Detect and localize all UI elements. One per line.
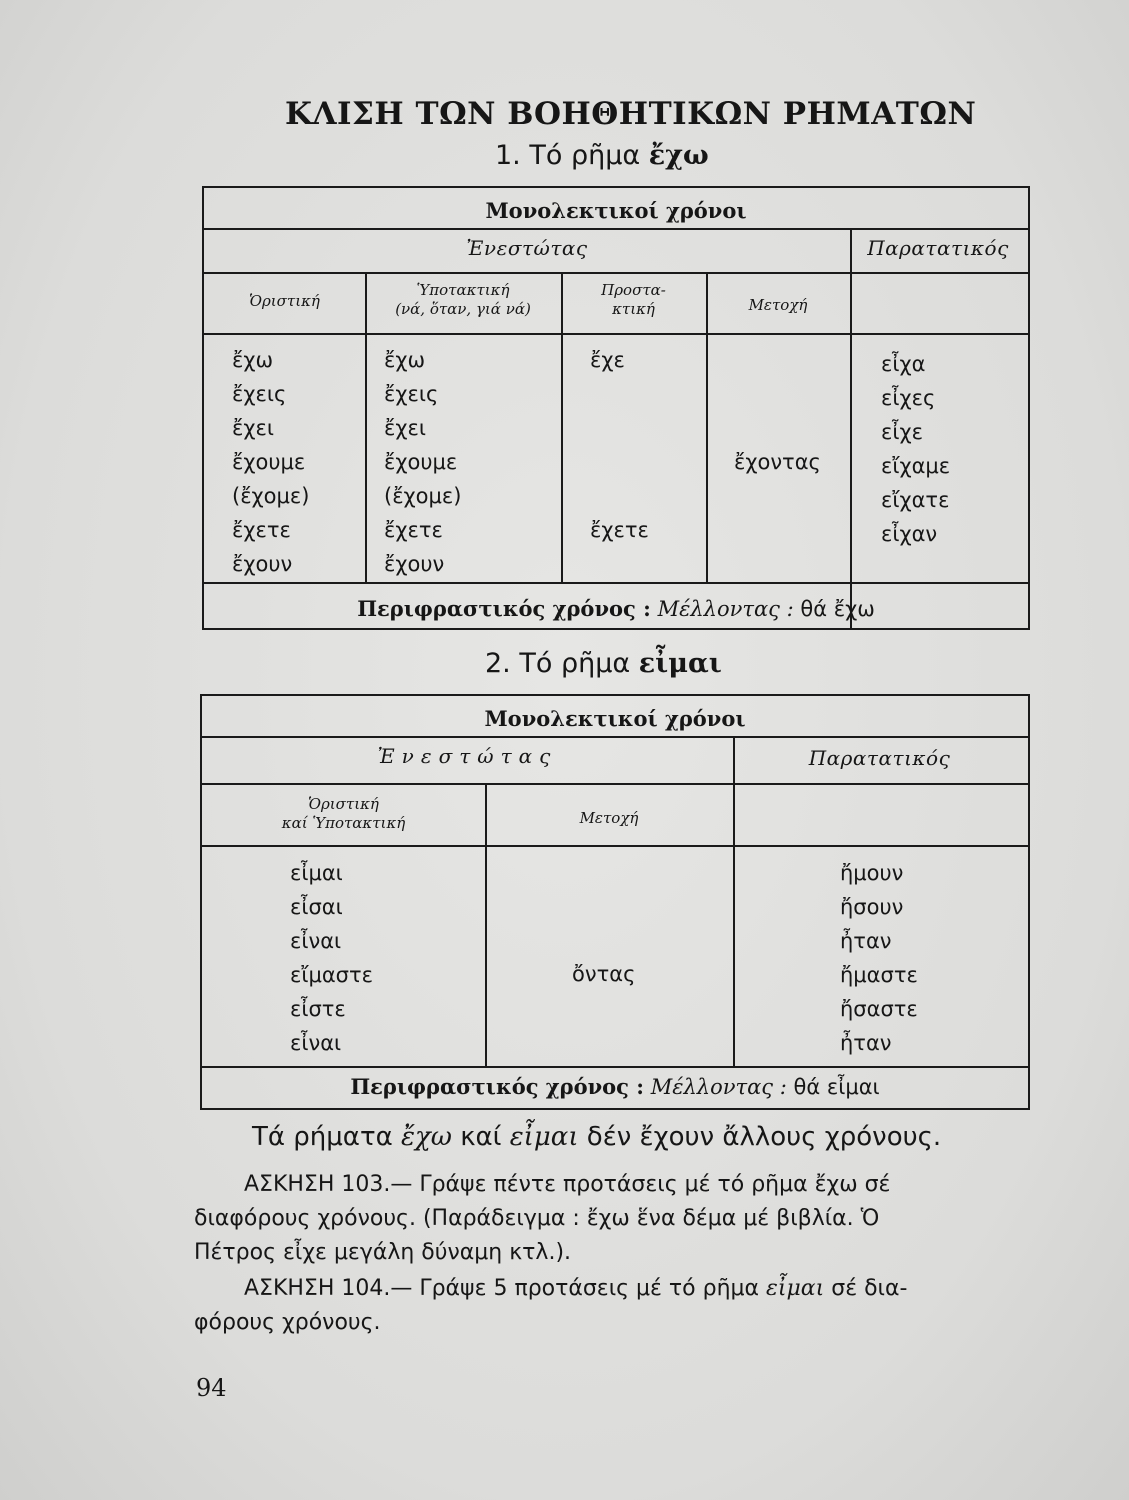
col-indicative: Ὁριστική <box>249 292 320 310</box>
exercise-103-line-3: Πέτρος εἶχε μεγάλη δύναμη κτλ.). <box>194 1240 572 1265</box>
section-2-heading: 2. Τό ρῆμα εἶμαι <box>485 648 722 679</box>
imperfect-header: Παρατατικός <box>808 746 951 770</box>
table-header: Μονολεκτικοί χρόνοι <box>485 198 747 223</box>
participle-form: ὄντας <box>572 962 636 986</box>
participle-form: ἔχοντας <box>734 450 821 474</box>
exercise-104-line-1: ΑΣΚΗΣΗ 104.— Γράψε 5 προτάσεις μέ τό ρῆμα εἶμαι σέ δια- <box>244 1276 908 1301</box>
note-line: Τά ρήματα ἔχω καί εἶμαι δέν ἔχουν ἄλλους χρόνους. <box>252 1122 942 1152</box>
periphrastic-row: Περιφραστικός χρόνος : Μέλλοντας : θά εἶμαι <box>350 1074 880 1099</box>
periphrastic-row: Περιφραστικός χρόνος : Μέλλοντας : θά ἔχω <box>357 596 875 621</box>
col-participle: Μετοχή <box>579 809 639 827</box>
exercise-103-line-2: διαφόρους χρόνους. (Παράδειγμα : ἔχω ἕνα δέμα μέ βιβλία. Ὁ <box>194 1206 880 1231</box>
conjugation-table-echo <box>202 186 1030 630</box>
page-number: 94 <box>196 1374 227 1402</box>
section-1-heading: 1. Τό ρῆμα ἔχω <box>495 140 709 171</box>
col-indicative-subjunctive: Ὁριστική καί Ὑποτακτική <box>281 795 406 832</box>
exercise-104-line-2: φόρους χρόνους. <box>194 1310 381 1335</box>
col-participle: Μετοχή <box>748 296 808 314</box>
indicative-forms: ἔχω ἔχεις ἔχει ἔχουμε (ἔχομε) ἔχετε ἔχουν <box>232 348 310 576</box>
col-imperative: Προστα- κτική <box>601 281 666 318</box>
imperative-sg: ἔχε <box>590 348 625 372</box>
subjunctive-forms: ἔχω ἔχεις ἔχει ἔχουμε (ἔχομε) ἔχετε ἔχουν <box>384 348 462 576</box>
imperfect-header: Παρατατικός <box>867 236 1009 260</box>
imperative-pl: ἔχετε <box>590 518 649 542</box>
imperfect-forms: εἶχα εἶχες εἶχε εἴχαμε εἴχατε εἶχαν <box>881 352 951 546</box>
present-forms: εἶμαι εἶσαι εἶναι εἴμαστε εἶστε εἶναι <box>290 861 373 1055</box>
col-subjunctive: Ὑποτακτική (νά, ὅταν, γιά νά) <box>395 281 531 318</box>
present-header: Ἐνεστώτας <box>466 236 588 260</box>
present-header: Ἐνεστώτας <box>377 744 558 768</box>
imperfect-forms: ἤμουν ἤσουν ἦταν ἤμαστε ἤσαστε ἦταν <box>840 861 918 1055</box>
page-title: ΚΛΙΣΗ ΤΩΝ ΒΟΗΘΗΤΙΚΩΝ ΡΗΜΑΤΩΝ <box>285 96 977 132</box>
table-header: Μονολεκτικοί χρόνοι <box>484 706 746 731</box>
conjugation-table-eimai <box>200 694 1030 1110</box>
exercise-103-line-1: ΑΣΚΗΣΗ 103.— Γράψε πέντε προτάσεις μέ τό ρῆμα ἔχω σέ <box>244 1172 891 1197</box>
